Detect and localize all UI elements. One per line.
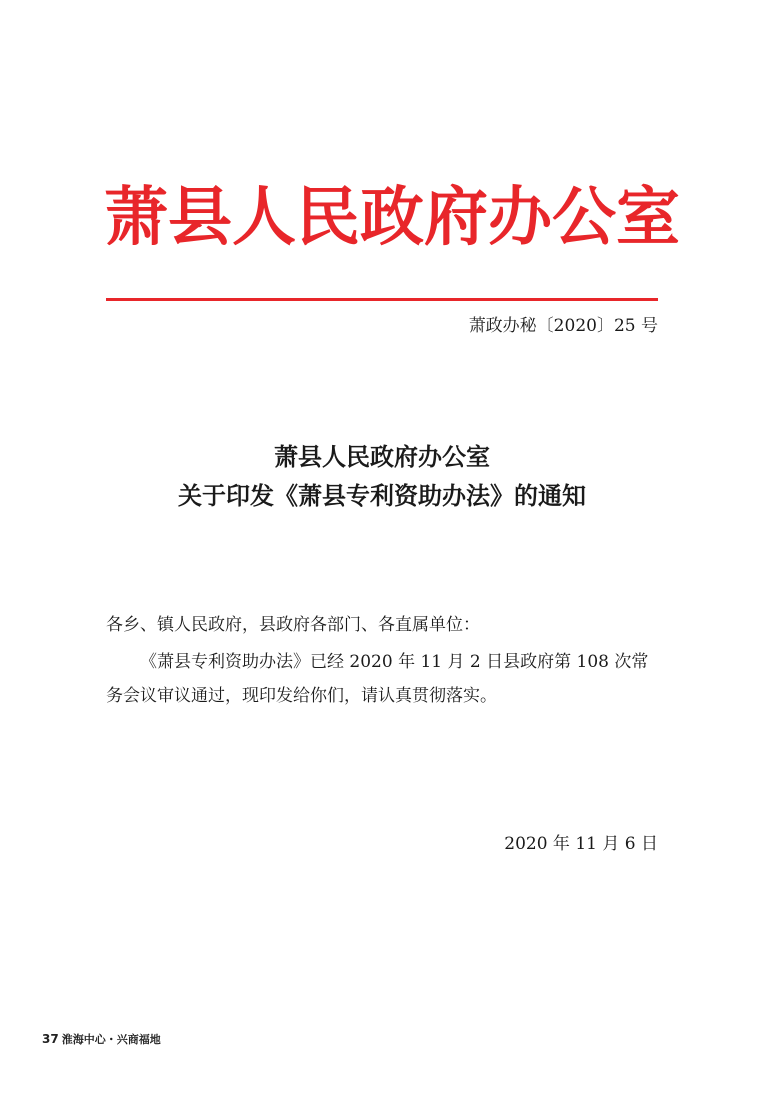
- salutation: 各乡、镇人民政府，县政府各部门、各直属单位：: [106, 615, 480, 635]
- page-footer: [42, 1031, 161, 1048]
- issue-date: 2020 年 11 月 6 日: [504, 834, 658, 854]
- notice-title-line-1: 萧县人民政府办公室: [274, 442, 490, 471]
- body-text-line-1: 《萧县专利资助办法》已经 2020 年 11 月 2 日县政府第 108 次常: [140, 652, 649, 672]
- footer-slogan: 淮海中心・兴商福地: [61, 1033, 161, 1046]
- body-text-line-2: 务会议审议通过，现印发给你们，请认真贯彻落实。: [106, 686, 497, 706]
- notice-title-line-2: 关于印发《萧县专利资助办法》的通知: [178, 481, 586, 510]
- page-number: 37: [42, 1032, 59, 1046]
- letterhead-title: 萧县人民政府办公室: [104, 180, 680, 255]
- document-number: 萧政办秘〔2020〕25 号: [468, 316, 658, 336]
- letterhead-red-rule: [106, 298, 658, 301]
